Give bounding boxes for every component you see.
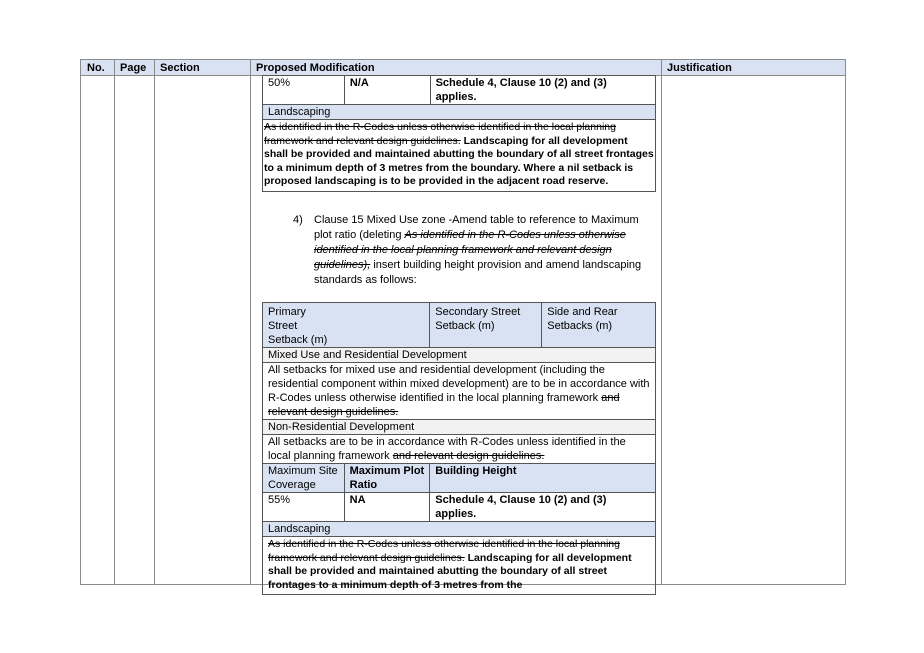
mixed-use-setback-text: All setbacks for mixed use and residential development (including the residential component within mixed development) are to be in accordance with R-Codes unless otherwise identified in the local planning framework and relevant design guidelines.	[263, 363, 656, 420]
side-rear-setback-header: Side and Rear Setbacks (m)	[542, 303, 656, 348]
deleted-text: As identified in the R-Codes unless otherwise identified in the local planning framework and relevant design guidelines.	[264, 121, 616, 147]
column-divider	[661, 60, 662, 584]
inserted-text: Landscaping for all development shall be provided and maintained abutting the boundary of all street frontages to a minimum depth of 3 metres from the boundary. Where a nil setback is proposed landscaping is to be provided in the adjacent road reserve.	[264, 134, 654, 187]
building-height-value: Schedule 4, Clause 10 (2) and (3) applies.	[430, 493, 656, 522]
header-justification: Justification	[667, 62, 732, 74]
non-residential-setback-text: All setbacks are to be in accordance with R-Codes unless identified in the local planning framework and relevant design guidelines.	[263, 435, 656, 464]
building-height-value: Schedule 4, Clause 10 (2) and (3) applies.	[430, 76, 655, 105]
site-coverage-value: 55%	[263, 493, 345, 522]
primary-setback-header: Primary Street Setback (m)	[263, 303, 430, 348]
building-height-header: Building Height	[430, 464, 656, 493]
item-text: Clause 15 Mixed Use zone -Amend table to reference to Maximum plot ratio (deleting As identified in the R-Codes unless otherwise identified in the local planning framework and relevant design guidelines), insert building height provision and amend landscaping standards as follows:	[314, 214, 642, 286]
item-number: 4)	[293, 214, 303, 226]
landscaping-provision	[263, 120, 656, 192]
landscaping-provision	[263, 537, 656, 595]
landscaping-label: Landscaping	[263, 105, 656, 120]
header-page: Page	[120, 62, 147, 74]
deleted-text: and relevant design guidelines.	[392, 450, 545, 462]
deleted-text: As identified in the R-Codes unless otherwise identified in the local planning framework and relevant design guidelines.	[268, 538, 620, 564]
header-section: Section	[160, 62, 200, 74]
header-proposed-modification: Proposed Modification	[256, 62, 375, 74]
header-no: No.	[87, 62, 105, 74]
mixed-use-table-top	[262, 75, 656, 192]
non-residential-label: Non-Residential Development	[263, 420, 656, 435]
landscaping-label: Landscaping	[263, 522, 656, 537]
secondary-setback-header: Secondary Street Setback (m)	[430, 303, 542, 348]
plot-ratio-header: Maximum Plot Ratio	[344, 464, 430, 493]
site-coverage-header: Maximum Site Coverage	[263, 464, 345, 493]
inserted-text: Landscaping for all development shall be provided and maintained abutting the boundary of all street frontages to a minimum depth of 3 metres from the	[268, 551, 632, 591]
site-coverage-value: 50%	[263, 76, 345, 105]
column-divider	[114, 60, 115, 584]
deleted-text: As identified in the R-Codes unless otherwise identified in the local planning framework and relevant design guidelines),	[314, 229, 626, 271]
mixed-use-table-bottom	[262, 302, 656, 595]
plot-ratio-value: NA	[344, 493, 430, 522]
deleted-text: and relevant design guidelines.	[268, 392, 620, 418]
mixed-use-label: Mixed Use and Residential Development	[263, 348, 656, 363]
plot-ratio-value: N/A	[344, 76, 430, 105]
column-divider	[250, 60, 251, 584]
column-divider	[154, 60, 155, 584]
